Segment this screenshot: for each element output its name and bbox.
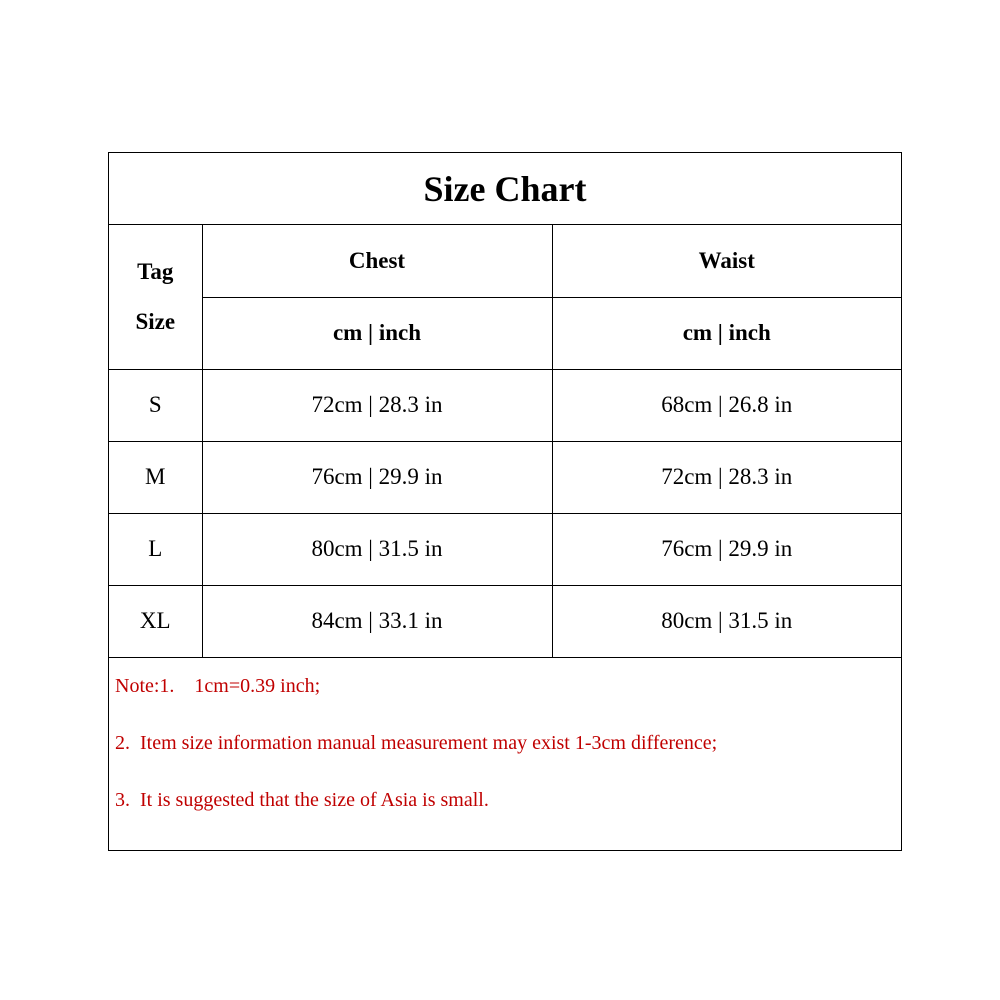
size-cell: M: [109, 441, 202, 513]
tag-size-header-line1: Tag: [137, 258, 174, 284]
waist-header: Waist: [552, 225, 901, 297]
chest-cell: 76cm | 29.9 in: [202, 441, 552, 513]
notes-section: [109, 658, 901, 843]
note-line: Note:1. 1cm=0.39 inch;: [115, 674, 321, 697]
note-line: 2. Item size information manual measurement may exist 1-3cm difference;: [115, 731, 718, 754]
waist-cell: 76cm | 29.9 in: [552, 513, 901, 585]
chest-cell: 80cm | 31.5 in: [202, 513, 552, 585]
tag-size-header: [109, 225, 202, 369]
table-row: [109, 513, 901, 585]
chart-title: Size Chart: [109, 153, 901, 225]
size-table: [109, 225, 901, 658]
size-chart: [108, 152, 902, 851]
tag-size-header-line2: Size: [135, 308, 176, 334]
chest-cell: 84cm | 33.1 in: [202, 585, 552, 657]
header-row: [109, 225, 901, 297]
table-row: [109, 585, 901, 657]
unit-row: [109, 297, 901, 369]
chest-header: Chest: [202, 225, 552, 297]
waist-cell: 80cm | 31.5 in: [552, 585, 901, 657]
chest-unit-header: cm | inch: [202, 297, 552, 369]
table-row: [109, 441, 901, 513]
waist-cell: 68cm | 26.8 in: [552, 369, 901, 441]
table-row: [109, 369, 901, 441]
waist-cell: 72cm | 28.3 in: [552, 441, 901, 513]
size-cell: XL: [109, 585, 202, 657]
chest-cell: 72cm | 28.3 in: [202, 369, 552, 441]
size-cell: S: [109, 369, 202, 441]
note-line: 3. It is suggested that the size of Asia is small.: [115, 788, 489, 811]
size-cell: L: [109, 513, 202, 585]
waist-unit-header: cm | inch: [552, 297, 901, 369]
